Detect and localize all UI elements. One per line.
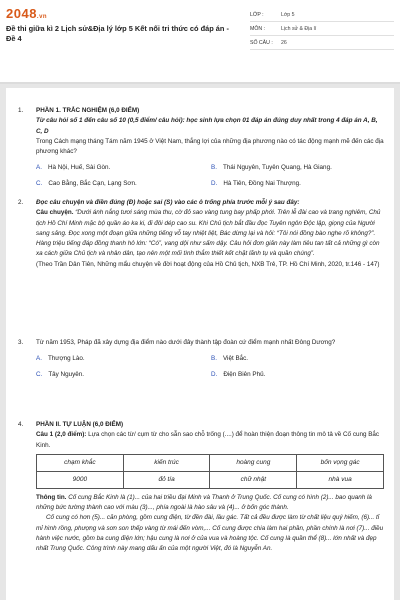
page-title: Đề thi giữa kì 2 Lịch sử&Địa lý lớp 5 Kết nối tri thức có đáp án - Đề 4	[6, 24, 229, 43]
option-b[interactable]: B. Việt Bắc.	[211, 355, 249, 363]
word-cell: đỏ tía	[123, 471, 210, 488]
info-paragraph-2: Cố cung có hơn (5)... căn phòng, gồm cung điện, từ đền đài, lầu gác. Tất cả đều được làm từ chất liệu quý hiếm, (6)... tỉ mỉ hình rồng, phượng và sơn son thếp vàng từ mái đến vòm,... Cố cung được chia làm hai phần, phần chính là nơi (7)... điều hành việc nước, gồm ba cung điện lớn; hậu cung là nơi ở của vua và hoàng tộc. Cố cung là quần thể (8)... lớn nhất và đẹp nhất Trung Quốc. Công trình này mang dấu ấn của một người Việt, đó là Nguyễn An.	[36, 514, 384, 553]
word-cell: chữ nhật	[210, 471, 297, 488]
option-d[interactable]: D. Hà Tiên, Đồng Nai Thượng.	[211, 180, 301, 188]
info-label: Thông tin.	[36, 493, 67, 501]
question-2	[18, 198, 384, 270]
instruction: Đọc câu chuyện và điền đúng (Đ) hoặc sai (S) vào các ô trống phía trước mỗi ý sau đây:	[36, 199, 300, 206]
question-4	[18, 420, 384, 555]
word-cell: kiến trúc	[123, 454, 210, 471]
option-c[interactable]: C. Cao Bằng, Bắc Cạn, Lạng Sơn.	[36, 180, 137, 188]
instruction: Lựa chọn các từ/ cụm từ cho sẵn sao chỗ trống (....) để hoàn thiện đoạn thông tin mô tả về Cố cung Bắc Kinh.	[36, 431, 380, 449]
meta-value-subject: Lịch sử & Địa lí	[281, 25, 317, 32]
question-1	[18, 106, 384, 191]
option-c[interactable]: C. Tây Nguyên.	[36, 371, 85, 379]
exam-sheet	[6, 88, 394, 600]
question-3	[18, 338, 384, 382]
meta-value-class: Lớp 5	[281, 11, 295, 18]
word-bank-table	[36, 454, 384, 489]
question-text: Trong Cách mạng tháng Tám năm 1945 ở Việt Nam, thắng lợi của những địa phương nào có tác động mạnh mẽ đến các địa phương khác?	[36, 137, 384, 156]
question-number: 2.	[18, 199, 24, 206]
word-cell: 9000	[37, 471, 124, 488]
table-row	[37, 454, 384, 471]
section-heading: PHẦN 1. TRẮC NGHIỆM (6,0 ĐIỂM)	[36, 107, 140, 114]
word-cell: chạm khắc	[37, 454, 124, 471]
story-text: “Dưới ánh nắng tươi sáng mùa thu, cờ đỏ sao vàng tung bay phấp phới. Trên lễ đài cao và trang nghiêm, Chủ tịch Hồ Chí Minh mặc bộ quần áo ka ki, đi đôi dép cao su. Khi Chủ tịch bắt đầu đọc Tuyên ngôn Độc lập, giọng của Người sang sảng. Đọc xong một đoạn giữa những tiếng vỗ tay nhiệt liệt, Bác dừng lại và hỏi: “Tôi nói đồng bào nghe rõ không?”. Hàng triệu tiếng đáp đồng thanh hô lớn: “Có”, vang dội như sấm dậy. Câu hỏi đơn giản này làm tiêu tan tất cả những gì còn xa cách giữa Chủ tịch và nhân dân, tạo nên một mối tình thắm thiết kết chặt lãnh tụ và quần chúng”.	[36, 209, 381, 258]
option-a[interactable]: A. Thượng Lào.	[36, 355, 85, 363]
meta-key-class: LỚP :	[250, 11, 264, 18]
option-a[interactable]: A. Hà Nội, Huế, Sài Gòn.	[36, 164, 111, 172]
meta-key-subject: MÔN :	[250, 25, 265, 32]
question-number: 4.	[18, 421, 24, 428]
table-row	[37, 471, 384, 488]
instruction-label: Câu 1 (2,0 điểm):	[36, 431, 87, 439]
word-cell: bốn vọng gác	[297, 454, 384, 471]
info-paragraph-1: Cố cung Bắc Kinh là (1)... của hai triều đại Minh và Thanh ở Trung Quốc. Cố cung có hình (2)... bao quanh là những bức tường thành cao với màu (3)..., phía ngoài là hào sâu và (4)... ở bốn góc thành.	[36, 493, 372, 512]
option-d[interactable]: D. Điện Biên Phủ.	[211, 371, 266, 379]
meta-key-count: SỐ CÂU :	[250, 39, 273, 46]
site-logo[interactable]: 2048.vn	[6, 6, 48, 21]
word-cell: nhà vua	[297, 471, 384, 488]
story-source: (Theo Trần Dân Tiên, Những mẩu chuyện về đời hoạt động của Hồ Chủ tịch, NXB Trẻ, TP. Hồ Chí Minh, 2020, tr.146 - 147)	[36, 260, 380, 268]
section-heading: PHẦN II. TỰ LUẬN (6,0 ĐIỂM)	[36, 421, 124, 428]
question-number: 3.	[18, 339, 24, 346]
story-label: Câu chuyện.	[36, 209, 74, 217]
option-b[interactable]: B. Thái Nguyên, Tuyên Quang, Hà Giang.	[211, 164, 332, 172]
word-cell: hoàng cung	[210, 454, 297, 471]
question-number: 1.	[18, 107, 24, 114]
instruction: Từ câu hỏi số 1 đến câu số 10 (0,5 điểm/ câu hỏi): học sinh lựa chọn 01 đáp án đúng duy nhất trong 4 đáp án A, B, C, D	[36, 117, 378, 135]
header	[0, 0, 400, 84]
question-text: Từ năm 1953, Pháp đã xây dựng địa điểm nào dưới đây thành tập đoàn cứ điểm mạnh nhất Đông Dương?	[36, 339, 336, 346]
exam-meta	[250, 8, 394, 50]
meta-value-count: 26	[281, 39, 287, 46]
